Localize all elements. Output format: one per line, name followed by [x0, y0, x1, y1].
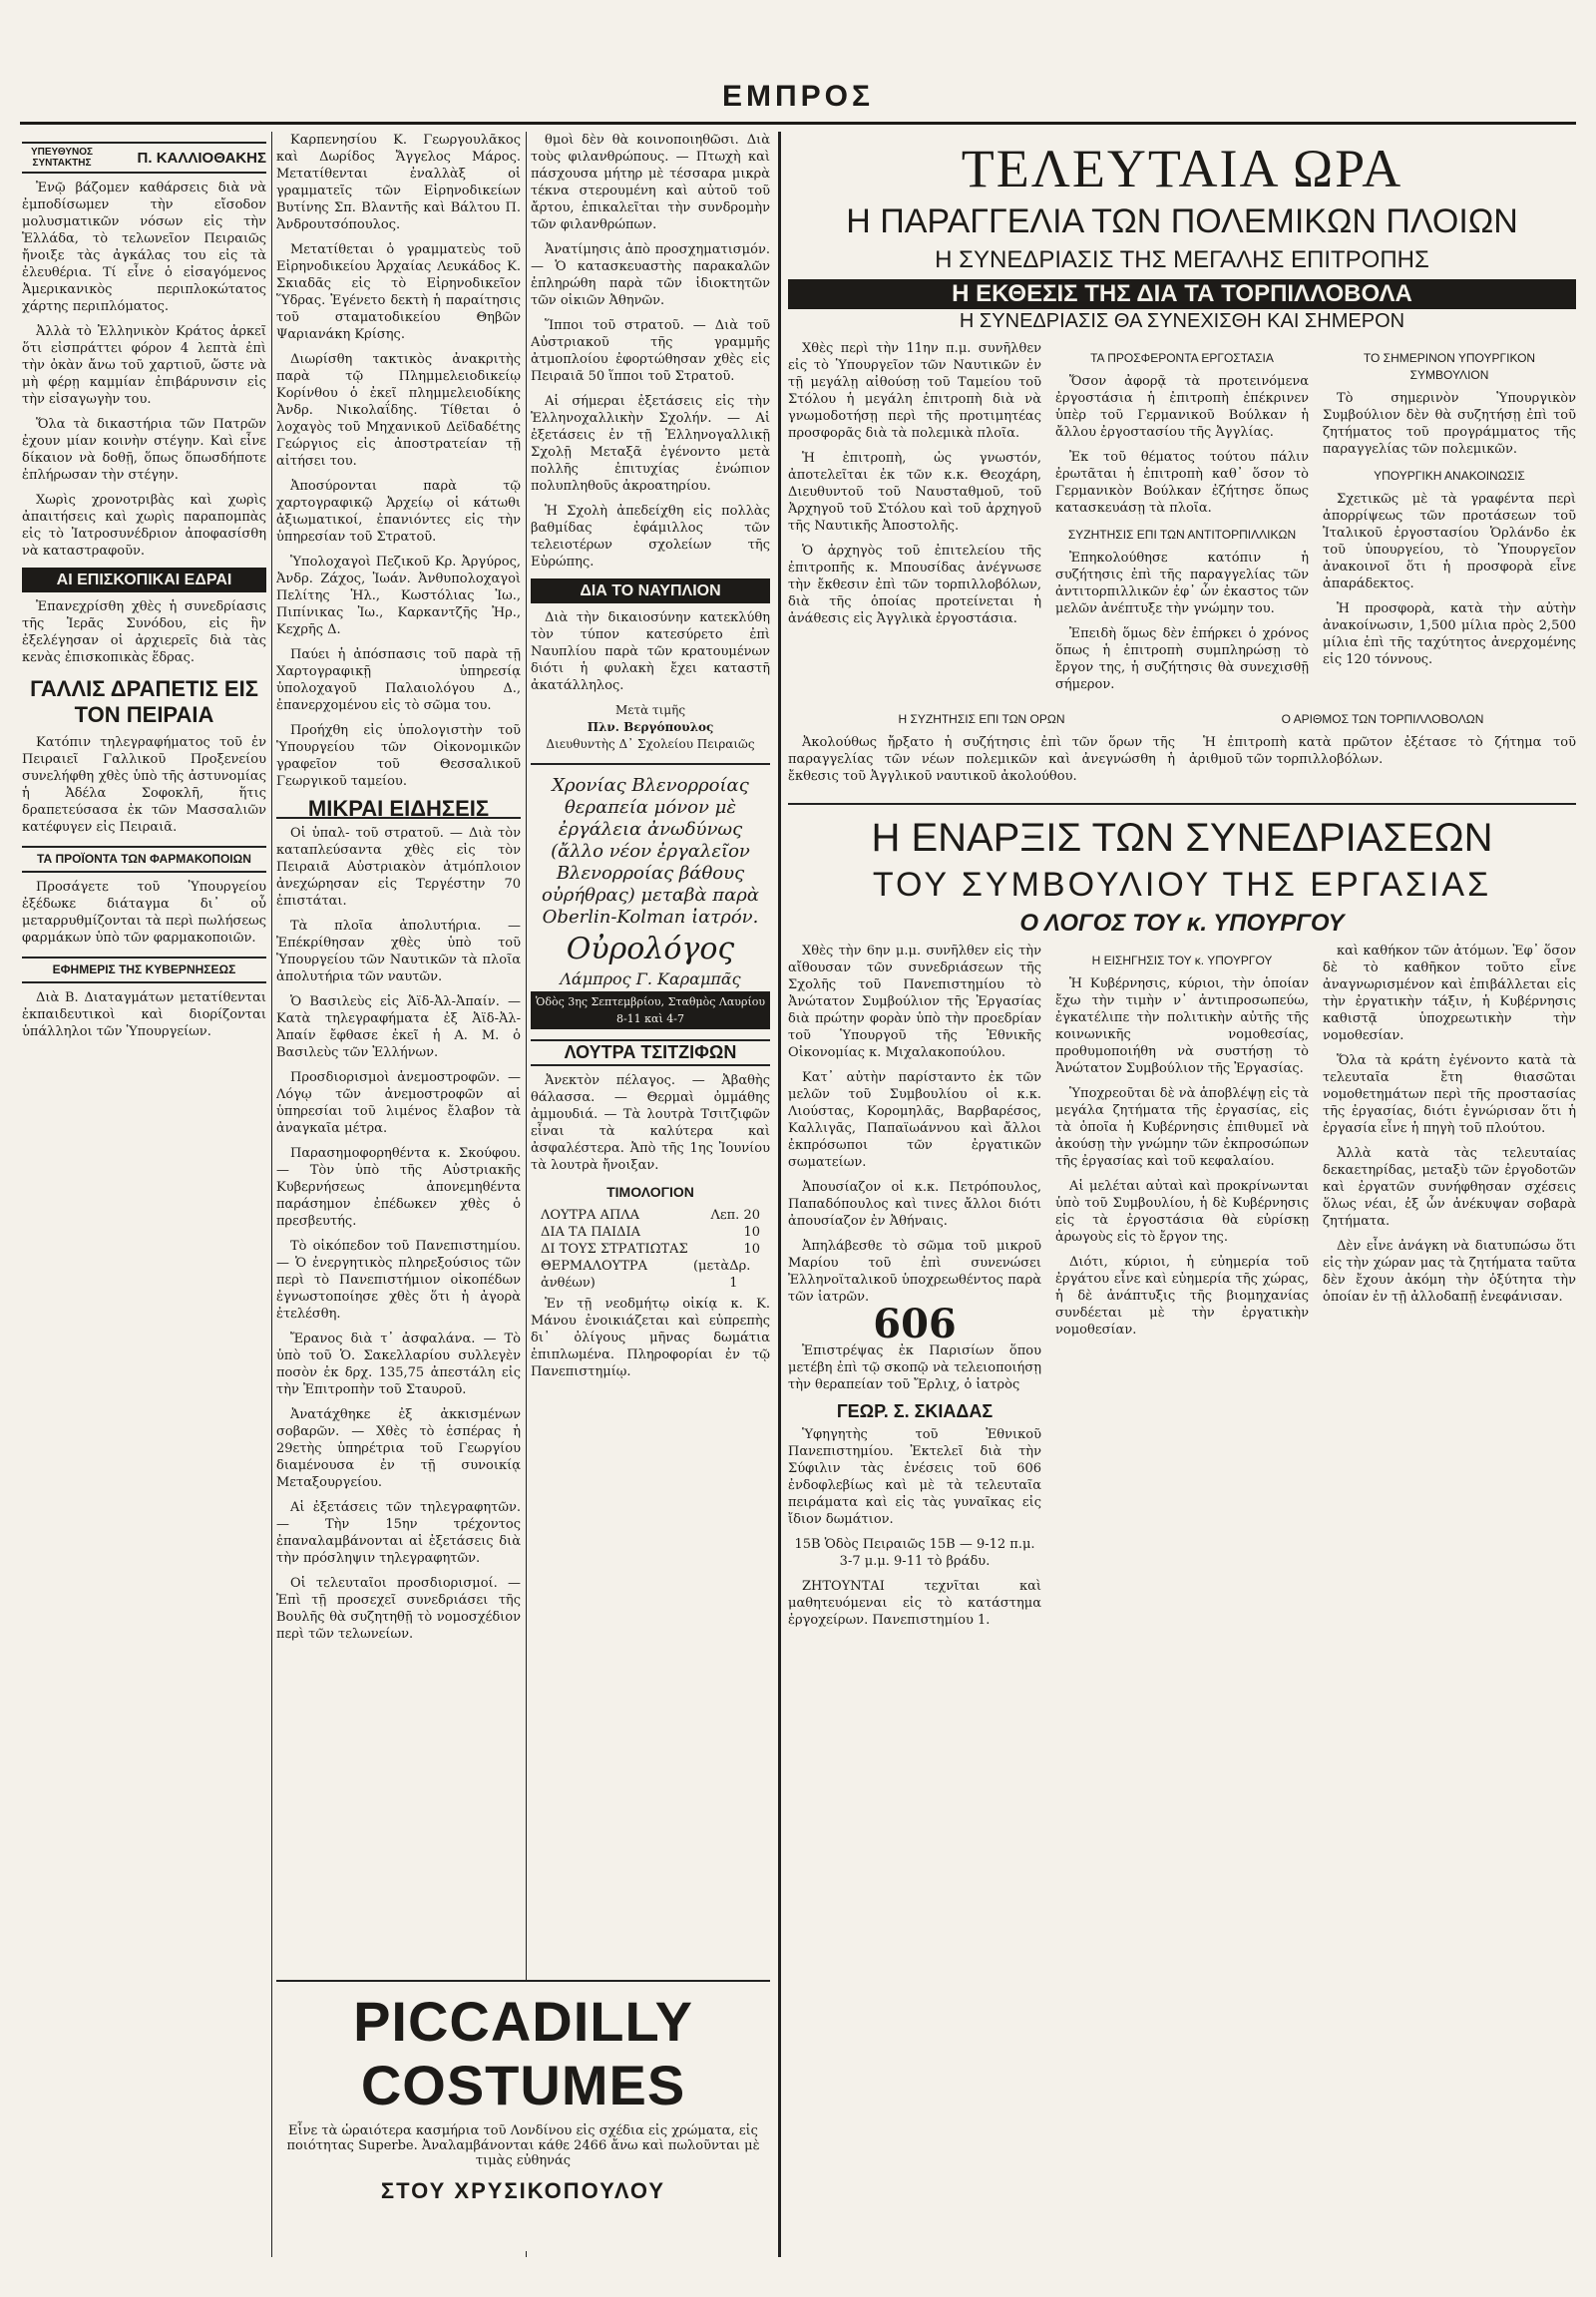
ad-heading: Οὐρολόγος — [566, 932, 735, 966]
masthead: ΕΜΠΡΟΣ — [721, 80, 874, 113]
article-text: Διότι, κύριοι, ἡ εὐημερία τοῦ ἐργάτου εἶνε καὶ εὐημερία τῆς χώρας, ἡ δὲ ἀνάπτυξις τῆς βιομηχανίας συνδέεται μὲ τὴν ἐργατικὴν νομοθεσίαν. — [1055, 1255, 1309, 1338]
price-table — [541, 1207, 760, 1292]
article-text: Ἀλλὰ κατὰ τὰς τελευταίας δεκαετηρίδας, μεταξὺ τῶν ἐργοδοτῶν καὶ ἐργατῶν συνήφθησαν σχέσεις ὅλως νέαι, ἐξ ὧν ἀνέκυψαν σοβαρὰ ζητήματα. — [1323, 1146, 1576, 1229]
column-rule — [778, 132, 781, 2257]
article-text: Διωρίσθη τακτικὸς ἀνακριτὴς παρὰ τῷ Πλημμελειοδικείῳ Κορίνθου ὁ ἐκεῖ πλημμελειοδίκης Ἀνδρ. Νικολαΐδης. Τίθεται ὁ λοχαγὸς τοῦ Μηχανικοῦ Δεϊδαδέτης Γεώργιος εἰς ἀποστρατείαν τῇ αἰτήσει του. — [276, 352, 521, 469]
article-columns-mid — [788, 701, 1576, 793]
article-column — [1055, 943, 1309, 1637]
ad-text: ΖΗΤΟΥΝΤΑΙ τεχνῖται καὶ μαθητευόμεναι εἰς τὸ κατάστημα ἐργοχείρων. Πανεπιστημίου 1. — [788, 1579, 1041, 1628]
top-rule — [20, 122, 1576, 125]
ad-name: Λάμπρος Γ. Καραμπᾶς — [560, 969, 741, 988]
section-heading: Η ΣΥΖΗΤΗΣΙΣ ΕΠΙ ΤΩΝ ΟΡΩΝ — [898, 712, 1065, 726]
ad-text: Ἐπιστρέψας ἐκ Παρισίων ὅπου μετέβη ἐπὶ τῷ σκοπῷ νὰ τελειοποιήσῃ τὴν θεραπείαν τοῦ Ἔρλιχ, ὁ ἰατρὸς — [788, 1343, 1041, 1392]
article-text: Ἡ Σχολὴ ἀπεδείχθη εἰς πολλὰς βαθμίδας ἐφάμιλλος τῶν τελειοτέρων σχολείων τῆς Εὐρώπης. — [531, 504, 770, 570]
ad-hours: 15Β Ὁδὸς Πειραιῶς 15Β — 9-12 π.μ. 3-7 μ.μ. 9-11 τὸ βράδυ. — [794, 1537, 1035, 1569]
ad-shop: ΣΤΟΥ ΧΡΥΣΙΚΟΠΟΥΛΟΥ — [380, 2178, 666, 2203]
article-column — [1055, 340, 1309, 701]
article-text: Ἐκ τοῦ θέματος τούτου πάλιν ἐρωτᾶται ἡ ἐπιτροπὴ καθ᾽ ὅσον τὸ Γερμανικὸν Βούλκαν ἐζήτησε ὅπως κατασκευάσῃ τὰ πλοῖα. — [1055, 450, 1309, 516]
article-text: Τὸ οἰκόπεδον τοῦ Πανεπιστημίου. — Ὁ ἐνεργητικὸς πληρεξούσιος τῶν περὶ τὸ Πανεπιστήμιον οἰκοπέδων ἐγνωστοποίησε χθὲς ὅτι ἡ ἀγορὰ ἐτελέσθη. — [276, 1239, 521, 1322]
table-cell: Δρ. 1 — [729, 1259, 751, 1291]
article-text: Προσάγετε τοῦ Ὑπουργείου ἐξέδωκε διάταγμα δι᾽ οὗ μεταρρυθμίζονται τὰ περὶ πωλήσεως φαρμάκων ὑπὸ τῶν φαρμακοποιῶν. — [22, 880, 266, 946]
column-3 — [531, 132, 770, 2257]
subheadline: Η ΣΥΝΕΔΡΙΑΣΙΣ ΘΑ ΣΥΝΕΧΙΣΘΗ ΚΑΙ ΣΗΜΕΡΟΝ — [959, 310, 1405, 332]
article-text: Οἱ τελευταῖοι προσδιορισμοί. — Ἐπὶ τῇ προσεχεῖ συνεδριάσει τῆς Βουλῆς θὰ συζητηθῇ τὸ νομοσχέδιον περὶ τῶν τελωνείων. — [276, 1576, 521, 1642]
article-column — [788, 701, 1175, 793]
table-cell: ΔΙ ΤΟΥΣ ΣΤΡΑΤΙΩΤΑΣ — [541, 1242, 688, 1257]
section-heading: ΤΑ ΠΡΟΪΟΝΤΑ ΤΩΝ ΦΑΡΜΑΚΟΠΟΙΩΝ — [22, 846, 266, 873]
ad-doctor-name: ΓΕΩΡ. Σ. ΣΚΙΑΔΑΣ — [836, 1401, 994, 1421]
article-text: Παύει ἡ ἀπόσπασις τοῦ παρὰ τῇ Χαρτογραφικῇ ὑπηρεσίᾳ ὑπολοχαγοῦ Παλαιολόγου Δ., ἐπανερχομένου εἰς τὸ σῶμα του. — [276, 647, 521, 713]
article-text: Ἀνεκτὸν πέλαγος. — Ἀβαθὴς θάλασσα. — Θερμαὶ ὀμμάθης ἀμμουδιά. — Τὰ λουτρὰ Τσιτζιφῶν εἶναι τὰ καλύτερα καὶ ἀσφαλέστερα. Ἀπὸ τῆς 1ης Ἰουνίου τὰ λουτρὰ ἤνοιξαν. — [531, 1073, 770, 1173]
article-text: Τὸ σημερινὸν Ὑπουργικὸν Συμβούλιον δὲν θὰ συζητήσῃ ἐπὶ τοῦ ζητήματος τοῦ προγράμματος τῆς παραγγελίας τῶν πολεμικῶν. — [1323, 391, 1576, 457]
signature-name: Πλν. Βεργόπουλος — [587, 720, 714, 734]
article-column — [788, 340, 1041, 701]
editor-name: Π. ΚΑΛΛΙΟΘΑΚΗΣ — [137, 149, 266, 167]
ad-brand-2: COSTUMES — [360, 2054, 686, 2116]
section-heading: ΑΙ ΕΠΙΣΚΟΠΙΚΑΙ ΕΔΡΑΙ — [22, 568, 266, 592]
section-heading: ΤΑ ΠΡΟΣΦΕΡΟΝΤΑ ΕΡΓΟΣΤΑΣΙΑ — [1090, 351, 1274, 365]
article-text: Αἱ ἐξετάσεις τῶν τηλεγραφητῶν. — Τὴν 15ην τρέχοντος ἐπαναλαμβάνονται αἱ ἐξετάσεις διὰ τὴν πρόσληψιν τηλεγραφητῶν. — [276, 1500, 521, 1566]
article-column — [1323, 340, 1576, 701]
article-text: Αἱ σήμεραι ἐξετάσεις εἰς τὴν Ἑλληνοχαλλικὴν Σχολήν. — Αἱ ἐξετάσεις ἐν τῇ Ἑλληνογαλλικῇ Σχολῇ Μεταξᾶ ἐγένοντο μετὰ πολλῆς ἐπιτυχίας ἐνώπιον πολυπληθοῦς ἀκροατηρίου. — [531, 394, 770, 494]
column-rule — [526, 132, 527, 2257]
article-columns-bottom — [788, 943, 1576, 1637]
table-cell: 10 — [743, 1242, 760, 1257]
signature-block — [531, 702, 770, 753]
ad-text: Ὑφηγητὴς τοῦ Ἐθνικοῦ Πανεπιστημίου. Ἐκτελεῖ διὰ τὴν Σύφιλιν τὰς ἐνέσεις τοῦ 606 ἐνδοφλεβίως καὶ μὲ τὰ τελευταῖα πειράματα καὶ εἰς τὰς γυναῖκας εἰς ἴδιον δωμάτιον. — [788, 1427, 1041, 1527]
article-text: Ἐν τῇ νεοδμήτῳ οἰκίᾳ κ. Κ. Μάνου ἐνοικιάζεται καὶ εὐπρεπὴς δι᾽ ὀλίγους μῆνας δωμάτια ἐπιπλωμένα. Πληροφορίαι ἐν τῷ Πανεπιστημίῳ. — [531, 1297, 770, 1379]
article-column — [1323, 943, 1576, 1637]
article-text: Ἔρανος διὰ τ᾽ ἀσφαλάνα. — Τὸ ὑπὸ τοῦ Ὁ. Σακελλαρίου συλλεγὲν ποσὸν ἐκ δρχ. 135,75 ἀπεστάλη εἰς τὴν Ἐπιτροπὴν τοῦ Σταυροῦ. — [276, 1332, 521, 1397]
article-text: Ἀνατίμησις ἀπὸ προσχηματισμόν. — Ὁ κατασκευαστὴς παρακαλῶν ἐπληρώθη παρὰ τῶν ἰδιοκτητῶν τῶν οἰκιῶν Ἀθηνῶν. — [531, 242, 770, 308]
ad-address: Ὁδὸς 3ης Σεπτεμβρίου, Σταθμὸς Λαυρίου 8-11 καὶ 4-7 — [531, 991, 770, 1029]
section-heading: Ο ΑΡΙΘΜΟΣ ΤΩΝ ΤΟΡΠΙΛΛΟΒΟΛΩΝ — [1281, 712, 1484, 726]
section-heading: ΔΙΑ ΤΟ ΝΑΥΠΛΙΟΝ — [531, 578, 770, 603]
article-text: Χωρὶς χρονοτριβὰς καὶ χωρὶς ἀπαιτήσεις καὶ χωρὶς παραπομπὰς εἰς τὸ Ἰατροσυνέδριον ἀποφασίσθη νὰ καταστραφοῦν. — [22, 493, 266, 559]
article-text: Ἀποσύρονται παρὰ τῷ χαρτογραφικῷ Ἀρχείῳ οἱ κάτωθι ἀξιωματικοί, ἐπανιόντες εἰς τὴν ὑπηρεσίαν τοῦ Στρατοῦ. — [276, 479, 521, 545]
table-cell: ΛΟΥΤΡΑ ΑΠΛΑ — [541, 1208, 640, 1223]
signature-label: Μετὰ τιμῆς — [614, 703, 686, 717]
article-column — [788, 943, 1041, 1637]
section-heading: ΕΦΗΜΕΡΙΣ ΤΗΣ ΚΥΒΕΡΝΗΣΕΩΣ — [22, 957, 266, 983]
article-text: Κατόπιν τηλεγραφήματος τοῦ ἐν Πειραιεῖ Γαλλικοῦ Προξενείου συνελήφθη χθὲς ὑπὸ τῆς ἀστυνομίας ἡ Ἀδέλα Σοφοκλῆ, ἥτις δραπετεύσασα ἐκ τῶν Μασσαλιῶν κατέφυγεν εἰς Πειραιᾶ. — [22, 735, 266, 835]
article-text: Ὅλα τὰ δικαστήρια τῶν Πατρῶν ἐχουν μίαν κοινὴν στέγην. Καὶ εἶνε δίκαιον νὰ δοθῇ, ὅπως ὅπωσδήποτε ἐπλήρωσαν τὴν στέγην. — [22, 417, 266, 483]
article-text: Αἱ μελέται αὐταὶ καὶ προκρίνωνται ὑπὸ τοῦ Συμβουλίου, ἡ δὲ Κυβέρνησις εἰς τὰ ἐργοστάσια θὰ εὐρίσκῃ ἀρωγοὺς εἰς τὸ ἔργον της. — [1055, 1179, 1309, 1245]
article-text: Χθὲς περὶ τὴν 11ην π.μ. συνῆλθεν εἰς τὸ Ὑπουργεῖον τῶν Ναυτικῶν ἐν τῇ μεγάλῃ αἰθούσῃ τοῦ Ταμείου τοῦ Στόλου ἡ μεγάλη ἐπιτροπὴ διὰ νὰ γνωμοδοτήσῃ περὶ τῆς προτιμητέας προσφορᾶς διὰ τὰ πολεμικὰ πλοῖα. — [788, 341, 1041, 441]
article-text: θμοὶ δὲν θὰ κοινοποιηθῶσι. Διὰ τοὺς φιλανθρώπους. — Πτωχὴ καὶ πάσχουσα μήτηρ μὲ τέσσαρα μικρὰ τέκνα στερουμένη καὶ αὐτοῦ τοῦ ἄρτου, ἐπικαλεῖται τὴν συνδρομὴν τῶν φιλανθρώπων. — [531, 133, 770, 232]
column-2 — [276, 132, 521, 2257]
article-text: Ἀκολούθως ἤρξατο ἡ συζήτησις ἐπὶ τῶν ὅρων τῆς παραγγελίας τῶν νέων πολεμικῶν καὶ ἀνεγνώσθη ἡ ἔκθεσις τοῦ Ἀγγλικοῦ ναυτικοῦ ἀκολούθου. — [788, 735, 1175, 784]
article-text: Σχετικῶς μὲ τὰ γραφέντα περὶ ἀπορρίψεως τῶν προτάσεων τοῦ Ἰταλικοῦ ἐργοστασίου Ὁρλάνδο ἐκ τοῦ ὑπουργείου, τὸ Ὑπουργεῖον ἀνακοινοῖ ὅτι ἡ προσφορὰ εἶνε ἀπαράδεκτος. — [1323, 492, 1576, 591]
article-text: Ὁ ἀρχηγὸς τοῦ ἐπιτελείου τῆς ἐπιτροπῆς κ. Μπουσίδας ἀνέγνωσε τὴν ἔκθεσιν ἐπὶ τῶν τορπιλλοβόλων, διὰ τῆς ὁποίας προτείνεται ἡ ἀνάθεσις εἰς Ἀγγλικὰ ἐργοστάσια. — [788, 544, 1041, 626]
section-heading: ΤΟ ΣΗΜΕΡΙΝΟΝ ΥΠΟΥΡΓΙΚΟΝ ΣΥΜΒΟΥΛΙΟΝ — [1363, 351, 1536, 382]
signature-title: Διευθυντὴς Δ᾽ Σχολείου Πειραιῶς — [546, 737, 755, 751]
headline-3: Η ΣΥΝΕΔΡΙΑΣΙΣ ΤΗΣ ΜΕΓΑΛΗΣ ΕΠΙΤΡΟΠΗΣ — [935, 246, 1429, 273]
section-heading: ΛΟΥΤΡΑ ΤΣΙΤΖΙΦΩΝ — [531, 1039, 770, 1066]
article-text: καὶ καθήκον τῶν ἀτόμων. Ἐφ᾽ ὅσον δὲ τὸ καθῆκον τοῦτο εἶνε ἀναγνωρισμένον καὶ ἐπιβάλλεται εἰς τὴν ἐργατικὴν τάξιν, ἡ Κυβέρνησις καθιστᾷ ὑποχρεωτικὴν τὴν νομοθεσίαν. — [1323, 944, 1576, 1043]
section-heading: Η ΕΙΣΗΓΗΣΙΣ ΤΟΥ κ. ΥΠΟΥΡΓΟΥ — [1091, 954, 1273, 967]
article-text: Καρπενησίου Κ. Γεωργουλᾶκος καὶ Δωρίδος Ἄγγελος Μάρος. Μετατίθενται ἐναλλὰξ οἱ γραμματεῖς τῶν Εἰρηνοδικείων Βυτίνης Σπ. Βλαντῆς καὶ Βάλτου Π. Ἀνδρουτσόπουλος. — [276, 133, 521, 232]
editor-label: ΥΠΕΥΘΥΝΟΣ ΣΥΝΤΑΚΤΗΣ — [30, 147, 94, 169]
column-rule — [271, 132, 272, 2257]
article-text: Παρασημοφορηθέντα κ. Σκούφου. — Τὸν ὑπὸ τῆς Αὐστριακῆς Κυβερνήσεως ἀπονεμηθέντα παράσημον ἐπέδωκεν χθὲς ὁ πρεσβευτής. — [276, 1146, 521, 1229]
section-heading: ΣΥΖΗΤΗΣΙΣ ΕΠΙ ΤΩΝ ΑΝΤΙΤΟΡΠΙΛΛΙΚΩΝ — [1067, 528, 1297, 542]
article-text: Ἀλλὰ τὸ Ἑλληνικὸν Κράτος ἀρκεῖ ὅτι εἰσπράττει φόρον 4 λεπτὰ ἐπὶ τὴν ὀκὰν ἄνω τοῦ χαρτιοῦ, ὥστε νὰ μὴ φέρῃ καμμίαν ἐπιβάρυνσιν εἰς τὴν εἰσαγωγὴν του. — [22, 324, 266, 407]
article-text: Ἡ ἐπιτροπὴ, ὡς γνωστόν, ἀποτελεῖται ἐκ τῶν κ.κ. Θεοχάρη, Διευθυντοῦ τοῦ Ναυσταθμοῦ, τοῦ Ἀρχηγοῦ τοῦ Στόλου καὶ τοῦ ἀρχηγοῦ τῆς Ναυτικῆς Ἀποστολῆς. — [788, 451, 1041, 534]
table-row — [541, 1207, 760, 1224]
table-row — [541, 1224, 760, 1241]
article-text: Τὰ πλοῖα ἀπολυτήρια. — Ἐπέκρίθησαν χθὲς ὑπὸ τοῦ Ὑπουργείου τῶν Ναυτικῶν τὰ πλοῖα ἀπολυτήρια τῶν ναυτῶν. — [276, 919, 521, 984]
article-text: Ὑποχρεοῦται δὲ νὰ ἀποβλέψῃ εἰς τὰ μεγάλα ζητήματα τῆς ἐργασίας, εἰς τὰ ὁποῖα ἡ Κυβέρνησις ἐπιθυμεῖ νὰ ἀκούσῃ τὴν γνώμην τῶν ἐκπροσώπων τῆς ἐργασίας καὶ τοῦ κεφαλαίου. — [1055, 1086, 1309, 1169]
table-cell: ΔΙΑ ΤΑ ΠΑΙΔΙΑ — [541, 1225, 641, 1240]
headline-4: Η ΕΚΘΕΣΙΣ ΤΗΣ ΔΙΑ ΤΑ ΤΟΡΠΙΛΛΟΒΟΛΑ — [788, 279, 1576, 309]
article-text: Ὅσον ἀφορᾷ τὰ προτεινόμενα ἐργοστάσια ἡ ἐπιτροπὴ ἐπέκρινεν ὑπὲρ τοῦ Γερμανικοῦ Βούλκαν ἡ ἄλλου ἐργοστασίου τῆς Ἀγγλίας. — [1055, 374, 1309, 440]
section-heading: ΥΠΟΥΡΓΙΚΗ ΑΝΑΚΟΙΝΩΣΙΣ — [1374, 469, 1525, 483]
table-row — [541, 1258, 760, 1292]
article-text: Ἡ ἐπιτροπὴ κατὰ πρῶτον ἐξέτασε τὸ ζήτημα τοῦ ἀριθμοῦ τῶν τορπιλλοβόλων. — [1189, 735, 1576, 767]
article-text: Ἐπανεχρίσθη χθὲς ἡ συνεδρίασις τῆς Ἱερᾶς Συνόδου, εἰς ἣν ἐξελέγησαν οἱ ἀρχιερεῖς διὰ τὰς κενὰς ἐπισκοπικὰς ἕδρας. — [22, 599, 266, 665]
divider — [788, 803, 1576, 805]
article-text: Δὲν εἶνε ἀνάγκη νὰ διατυπώσω ὅτι εἰς τὴν χώραν μας τὰ ζητήματα ταῦτα δὲν ἔχουν ἀκόμη τὴν ὀξύτητα τὴν ὁποίαν ἐν τῇ ἀλλοδαπῇ ἐνεφάνισαν. — [1323, 1239, 1576, 1305]
editor-box — [22, 142, 266, 174]
ad-brand: PICCADILLY — [353, 1990, 693, 2053]
table-heading: ΤΙΜΟΛΟΓΙΟΝ — [606, 1184, 694, 1200]
column-1 — [22, 132, 266, 2257]
ad-text: Εἶνε τὰ ὡραιότερα κασμήρια τοῦ Λονδίνου εἰς σχέδια εἰς χρώματα, εἰς ποιότητας Superbe. Ἀναλαμβάνονται κάθε 2466 ἄνω καὶ πωλοῦνται μὲ τιμὰς εὐθηνάς — [286, 2123, 760, 2168]
table-cell: Λεπ. 20 — [710, 1208, 760, 1223]
article-text: Ἐπειδὴ ὅμως δὲν ἐπήρκει ὁ χρόνος ὅπως ἡ ἐπιτροπὴ συμπληρώσῃ τὸ ἔργον της, ἡ συζήτησις θὰ συνεχισθῇ σήμερον. — [1055, 626, 1309, 692]
headline-7: Ο ΛΟΓΟΣ ΤΟΥ κ. ΥΠΟΥΡΓΟΥ — [1019, 910, 1345, 937]
article-text: Κατ᾽ αὐτὴν παρίσταντο ἐκ τῶν μελῶν τοῦ Συμβουλίου οἱ κ.κ. Λιούστας, Κορομηλᾶς, Βαρβαρέσος, Καλλιγᾶς, Παπαϊωάννου καὶ ἄλλοι ἐκπρόσωποι τῶν ἐργατικῶν σωματείων. — [788, 1070, 1041, 1170]
divider — [531, 763, 770, 765]
article-text: Μετατίθεται ὁ γραμματεὺς τοῦ Εἰρηνοδικείου Ἀρχαίας Λευκάδος Κ. Σκιαδᾶς εἰς τὸ Εἰρηνοδικεῖον Ὕδρας. Ἐγένετο δεκτὴ ἡ παραίτησις τοῦ σταματοδικείου Θηβῶν Ψαριανάκη Κρίσης. — [276, 242, 521, 342]
table-cell: 10 — [743, 1225, 760, 1240]
article-text: Ἐνῷ βάζομεν καθάρσεις διὰ νὰ ἐμποδίσωμεν τὴν εἴσοδον μολυσματικῶν νόσων εἰς τὴν Ἑλλάδα, τὸ τελωνεῖον Πειραιῶς ἤνοιξε τὰς ἀγκάλας του εἰς τὰ ἐλευθέρια. Τί εἶνε ὁ εἰσαγόμενος Ἀμερικανικὸς περιπλοκώτατος χάρτης περιπλόματος. — [22, 181, 266, 314]
article-text: Ἵπποι τοῦ στρατοῦ. — Διὰ τοῦ Αὐστριακοῦ τῆς γραμμῆς ἀτμοπλοίου ἐφορτώθησαν χθὲς εἰς Πειραιᾶ 50 ἵπποι τοῦ Στρατοῦ. — [531, 318, 770, 384]
section-heading: ΜΙΚΡΑΙ ΕΙΔΗΣΕΙΣ — [276, 800, 521, 819]
article-column — [1189, 701, 1576, 793]
article-text: Ἡ Κυβέρνησις, κύριοι, τὴν ὁποίαν ἔχω τὴν τιμὴν ν᾽ ἀντιπροσωπεύω, ἐγκατέλιπε τὴν πολιτικὴν αὐτῆς τῆς κοινωνικῆς νομοθεσίας, προθυμοποιήθη νὰ συστήσῃ τὸ Ἀνώτατον Συμβούλιον τῆς Ἐργασίας. — [1055, 976, 1309, 1076]
article-text: Προσδιορισμοὶ ἀνεμοστροφῶν. — Λόγῳ τῶν ἀνεμοστροφῶν αἱ ὑπηρεσίαι τοῦ λιμένος ἔλαβον τὰ ἀναγκαῖα μέτρα. — [276, 1070, 521, 1136]
article-text: Ὁ Βασιλεὺς εἰς Ἀϊδ-Ἀλ-Ἀπαίν. — Κατὰ τηλεγραφήματα ἐξ Ἀϊδ-Ἀλ-Ἀπαίν ἔφθασε ἐκεῖ ἡ Α. Μ. ὁ Βασιλεὺς τῶν Ἑλλήνων. — [276, 994, 521, 1060]
right-section — [788, 132, 1576, 2257]
headline-6: ΤΟΥ ΣΥΜΒΟΥΛΙΟΥ ΤΗΣ ΕΡΓΑΣΙΑΣ — [872, 866, 1492, 904]
article-text: Οἱ ὑπαλ- τοῦ στρατοῦ. — Διὰ τὸν καταπλεύσαντα χθὲς εἰς τὸν Πειραιᾶ Αὐστριακὸν ἀτμόπλοιον ἀνεχώρησαν εἰς Τεργέστην 70 ἐπιστάται. — [276, 826, 521, 909]
article-text: Ἀνατάχθηκε ἐξ ἀκκισμένων σοβαρῶν. — Χθὲς τὸ ἑσπέρας ἡ 29ετὴς ὑπηρέτρια τοῦ Γεωργίου διαμένουσα ἐν τῇ συνοικίᾳ Μεταξουργείου. — [276, 1407, 521, 1490]
headline-5: Η ΕΝΑΡΞΙΣ ΤΩΝ ΣΥΝΕΔΡΙΑΣΕΩΝ — [871, 816, 1493, 860]
article-text: Ὅλα τὰ κράτη ἐγένοντο κατὰ τὰ τελευταῖα ἔτη θιασῶται νομοθετημάτων περὶ τῆς προστασίας τῆς ἐργασίας, διότι ἐγνώρισαν ὅτι ἡ ἐργασία εἶνε ἡ πηγὴ τοῦ πλούτου. — [1323, 1053, 1576, 1136]
table-cell: ΘΕΡΜΑΛΟΥΤΡΑ (μετὰ ἀνθέων) — [541, 1259, 730, 1291]
article-columns-top — [788, 340, 1576, 701]
piccadilly-ad — [276, 1980, 770, 2251]
article-text: Ἡ προσφορὰ, κατὰ τὴν αὐτὴν ἀνακοίνωσιν, 1,500 μίλια πρὸς 2,500 μίλια ἐπὶ τῆς ταχύτητος ἀνερχομένης εἰς 120 τόννους. — [1323, 601, 1576, 667]
article-text: Προήχθη εἰς ὑπολογιστὴν τοῦ Ὑπουργείου τῶν Οἰκονομικῶν γραφεῖον τοῦ Θεσσαλικοῦ Γεωργικοῦ ταμείου. — [276, 723, 521, 789]
table-row — [541, 1241, 760, 1258]
article-text: Ἀπηλάβεσθε τὸ σῶμα τοῦ μικροῦ Μαρίου τοῦ ἐπὶ συνενώσει Ἐλληνοϊταλικοῦ ὑποχρεωθέντος παρὰ τῶν ἰατρῶν. — [788, 1239, 1041, 1305]
headline: ΤΕΛΕΥΤΑΙΑ ΩΡΑ — [961, 139, 1403, 198]
headline-2: Η ΠΑΡΑΓΓΕΛΙΑ ΤΩΝ ΠΟΛΕΜΙΚΩΝ ΠΛΟΙΩΝ — [846, 202, 1518, 240]
ad-text: Χρονίας Βλενορροίας θεραπεία μόνον μὲ ἐργάλεια ἀνωδύνως (ἄλλο νέον ἐργαλεῖον Βλενορροίας βάθους οὐρήθρας) μεταβὰ παρὰ Oberlin-Kolman ἰατρόν. — [541, 775, 760, 928]
article-text: Ἐπηκολούθησε κατόπιν ἡ συζήτησις ἐπὶ τῆς παραγγελίας τῶν ἀντιτορπιλλικῶν ἐφ᾽ ὧν ἐκαστος τῶν μελῶν ἀνέπτυξε τὴν γνώμην του. — [1055, 551, 1309, 616]
article-text: Ἀπουσίαζον οἱ κ.κ. Πετρόπουλος, Παπαδόπουλος καὶ τινες ἄλλοι διότι ἀπουσίαζον ἐν Ἀθήναις. — [788, 1180, 1041, 1229]
article-text: Ὑπολοχαγοὶ Πεζικοῦ Κρ. Ἀργύρος, Ἀνδρ. Ζάχος, Ἰωάν. Ἀνθυπολοχαγοὶ Πελίτης Ἠλ., Κωστόλιας Ἰω., Πιπίνικας Ἰω., Καρκαντζῆς Ἠρ., Κεχρῆς Δ. — [276, 555, 521, 637]
section-heading: ΓΑΛΛΙΣ ΔΡΑΠΕΤΙΣ ΕΙΣ ΤΟΝ ΠΕΙΡΑΙΑ — [30, 676, 258, 727]
article-text: Διὰ Β. Διαταγμάτων μετατίθενται ἐκπαιδευτικοὶ καὶ διορίζονται ὑπάλληλοι τῶν Ὑπουργείων. — [22, 990, 266, 1039]
article-text: Διὰ τὴν δικαιοσύνην κατεκλύθη τὸν τύπον κατεσύρετο ἐπὶ Ναυπλίου παρὰ τῶν κρατουμένων διότι ἡ φυλακὴ ἔχει καταστῆ ἀκατάλληλος. — [531, 610, 770, 693]
article-text: Χθὲς τὴν 6ην μ.μ. συνῆλθεν εἰς τὴν αἴθουσαν τῶν συνεδριάσεων τῆς Σχολῆς τοῦ Πανεπιστημίου τὸ Ἀνώτατον Συμβούλιον τῆς Ἐργασίας διὰ πρώτην φορὰν ὑπὸ τὴν προεδρίαν τοῦ Ὑπουργοῦ τῆς Ἐθνικῆς Οἰκονομίας κ. Μιχαλακοπούλου. — [788, 944, 1041, 1060]
ad-606-number: 606 — [873, 1301, 957, 1347]
